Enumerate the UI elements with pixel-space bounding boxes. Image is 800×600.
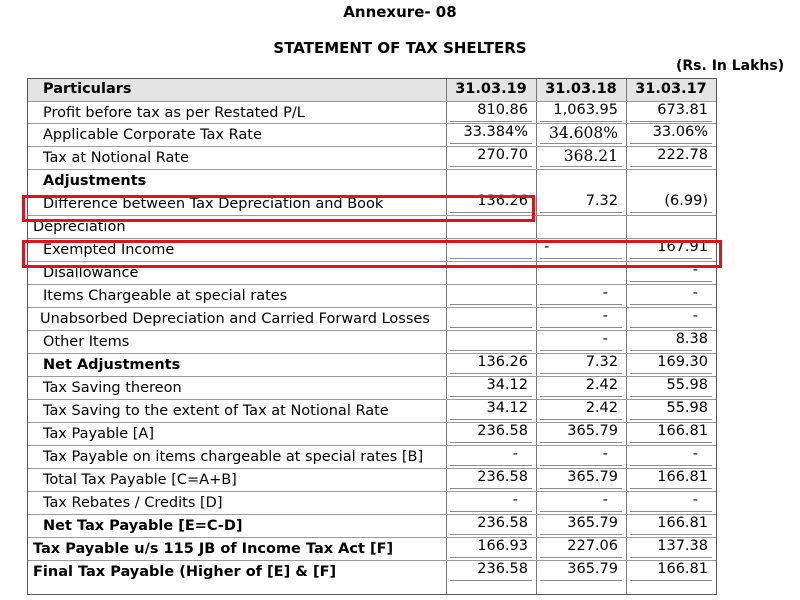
value-cell-2018: - <box>602 285 608 301</box>
value-cell-2018: 365.79 <box>567 515 618 531</box>
statement-title: STATEMENT OF TAX SHELTERS <box>273 39 527 57</box>
value-underline <box>450 534 532 535</box>
value-cell-2018: 7.32 <box>585 193 618 209</box>
row-label: Tax at Notional Rate <box>43 150 189 166</box>
value-underline <box>450 373 532 374</box>
value-underline <box>540 373 622 374</box>
value-cell-2017: 137.38 <box>657 538 708 554</box>
value-underline <box>630 212 712 213</box>
value-cell-2017: 166.81 <box>657 423 708 439</box>
value-underline <box>630 166 712 167</box>
value-underline <box>540 488 622 489</box>
unit-label: (Rs. In Lakhs) <box>676 58 785 74</box>
value-underline <box>450 327 532 328</box>
table-row-applicable-corporate-tax-rate <box>28 123 716 146</box>
value-underline <box>540 212 622 213</box>
value-cell-2017: 166.81 <box>657 515 708 531</box>
value-cell-2018: - <box>602 308 608 324</box>
annexure-label: Annexure- 08 <box>343 3 457 21</box>
tax-shelter-table <box>27 78 717 595</box>
value-cell-2018: - <box>602 331 608 347</box>
row-label: Final Tax Payable (Higher of [E] & [F] <box>33 564 337 580</box>
value-cell-2017: 166.81 <box>657 561 708 577</box>
row-label: Net Adjustments <box>43 357 181 373</box>
value-cell-2017: 169.30 <box>657 354 708 370</box>
value-underline <box>630 121 712 122</box>
value-underline <box>450 166 532 167</box>
value-cell-2019: 236.58 <box>477 515 528 531</box>
table-row-net-adjustments <box>28 353 716 376</box>
value-underline <box>630 396 712 397</box>
row-label: Exempted Income <box>43 242 175 258</box>
row-label: Depreciation <box>33 219 126 235</box>
value-cell-2017: 55.98 <box>666 400 708 416</box>
value-cell-2019: 136.26 <box>477 193 528 209</box>
table-row-tax-payable-on-items-chargeable-at-special-rates-b <box>28 445 716 468</box>
value-underline <box>540 580 622 581</box>
table-row-tax-payable-a <box>28 422 716 445</box>
value-cell-2017: - <box>692 492 698 508</box>
value-cell-2018: 368.21 <box>563 147 618 165</box>
value-cell-2019: 236.58 <box>477 469 528 485</box>
value-cell-2017: 167.91 <box>657 239 708 255</box>
value-underline <box>540 350 622 351</box>
highlight-box-exempted-income <box>22 240 722 268</box>
row-label: Profit before tax as per Restated P/L <box>43 105 305 121</box>
value-underline <box>540 396 622 397</box>
value-underline <box>630 465 712 466</box>
value-underline <box>540 143 622 144</box>
value-cell-2018: 7.32 <box>585 354 618 370</box>
value-underline <box>540 511 622 512</box>
value-cell-2017: 166.81 <box>657 469 708 485</box>
value-cell-2017: - <box>692 308 698 324</box>
value-cell-2019: 270.70 <box>477 147 528 163</box>
value-cell-2018: 227.06 <box>567 538 618 554</box>
value-cell-2017: 673.81 <box>657 102 708 118</box>
table-row-tax-at-notional-rate <box>28 146 716 169</box>
value-underline <box>630 442 712 443</box>
table-row-other-items <box>28 330 716 353</box>
value-cell-2019: - <box>512 446 518 462</box>
value-underline <box>630 373 712 374</box>
value-underline <box>630 419 712 420</box>
value-cell-2019: 166.93 <box>477 538 528 554</box>
table-row-final-tax-payable-higher-of-e-f <box>28 560 716 583</box>
value-underline <box>450 143 532 144</box>
table-row-tax-saving-to-the-extent-of-tax-at-notional-rate <box>28 399 716 422</box>
value-underline <box>630 511 712 512</box>
value-cell-2017: - <box>692 285 698 301</box>
value-underline <box>540 166 622 167</box>
value-cell-2019: 33.384% <box>463 124 528 140</box>
value-underline <box>450 304 532 305</box>
value-cell-2017: 8.38 <box>675 331 708 347</box>
value-cell-2018: 34.608% <box>549 124 618 142</box>
value-underline <box>450 557 532 558</box>
value-underline <box>540 419 622 420</box>
value-underline <box>630 534 712 535</box>
value-underline <box>630 143 712 144</box>
row-label: Tax Payable [A] <box>43 426 154 442</box>
value-cell-2018: 2.42 <box>585 377 618 393</box>
value-underline <box>630 304 712 305</box>
row-divider <box>28 169 716 170</box>
table-row-adjustments <box>28 169 716 192</box>
row-label: Tax Payable u/s 115 JB of Income Tax Act [F] <box>33 541 394 557</box>
value-underline <box>450 465 532 466</box>
row-label: Tax Rebates / Credits [D] <box>43 495 223 511</box>
column-header-2017: 31.03.17 <box>635 81 707 97</box>
value-underline <box>630 488 712 489</box>
table-row-tax-rebates-credits-d <box>28 491 716 514</box>
table-row-tax-payable-u-s-115-jb-of-income-tax-act-f <box>28 537 716 560</box>
table-row-items-chargeable-at-special-rates <box>28 284 716 307</box>
column-header-particulars: Particulars <box>43 81 132 97</box>
table-row-tax-saving-thereon <box>28 376 716 399</box>
table-row-total-tax-payable-c-a-b <box>28 468 716 491</box>
value-cell-2019: 236.58 <box>477 561 528 577</box>
column-header-2018: 31.03.18 <box>545 81 617 97</box>
value-cell-2018: 365.79 <box>567 469 618 485</box>
value-cell-2018: - <box>602 446 608 462</box>
value-underline <box>540 442 622 443</box>
value-underline <box>540 304 622 305</box>
value-cell-2017: (6.99) <box>664 193 708 209</box>
value-underline <box>450 396 532 397</box>
value-cell-2018: 2.42 <box>585 400 618 416</box>
row-label: Total Tax Payable [C=A+B] <box>43 472 237 488</box>
table-row-net-tax-payable-e-c-d <box>28 514 716 537</box>
value-underline <box>540 534 622 535</box>
value-cell-2017: 33.06% <box>652 124 708 140</box>
value-underline <box>630 580 712 581</box>
value-underline <box>450 511 532 512</box>
row-label: Net Tax Payable [E=C-D] <box>43 518 243 534</box>
value-underline <box>450 488 532 489</box>
value-cell-2017: 55.98 <box>666 377 708 393</box>
value-underline <box>450 419 532 420</box>
value-underline <box>630 327 712 328</box>
value-underline <box>630 281 712 282</box>
value-cell-2017: 222.78 <box>657 147 708 163</box>
value-cell-2018: - <box>602 492 608 508</box>
value-cell-2019: 136.26 <box>477 354 528 370</box>
value-cell-2018: 365.79 <box>567 561 618 577</box>
highlight-box-depreciation <box>22 195 535 222</box>
value-cell-2019: 34.12 <box>486 377 528 393</box>
row-label: Difference between Tax Depreciation and Book <box>43 196 384 212</box>
value-cell-2019: - <box>512 492 518 508</box>
value-underline <box>450 121 532 122</box>
row-label: Tax Saving to the extent of Tax at Notional Rate <box>43 403 389 419</box>
row-label: Adjustments <box>43 173 147 189</box>
row-label: Disallowance <box>43 265 139 281</box>
value-underline <box>450 580 532 581</box>
value-underline <box>630 557 712 558</box>
row-label: Applicable Corporate Tax Rate <box>43 127 262 143</box>
value-cell-2017: - <box>692 446 698 462</box>
column-header-2019: 31.03.19 <box>455 81 527 97</box>
value-underline <box>540 557 622 558</box>
value-underline <box>540 121 622 122</box>
value-cell-2017: - <box>692 262 698 278</box>
row-label: Tax Payable on items chargeable at special rates [B] <box>43 449 424 465</box>
row-label: Unabsorbed Depreciation and Carried Forward Losses <box>40 311 430 327</box>
value-cell-2019: 236.58 <box>477 423 528 439</box>
value-underline <box>450 350 532 351</box>
value-underline <box>630 350 712 351</box>
value-cell-2019: 810.86 <box>477 102 528 118</box>
row-label: Items Chargeable at special rates <box>43 288 288 304</box>
table-header-row <box>28 79 716 101</box>
value-underline <box>450 442 532 443</box>
table-row-unabsorbed-depreciation-and-carried-forward-losses <box>28 307 716 330</box>
value-cell-2018: 365.79 <box>567 423 618 439</box>
row-label: Tax Saving thereon <box>43 380 182 396</box>
value-underline <box>540 465 622 466</box>
row-label: Other Items <box>43 334 130 350</box>
value-underline <box>540 327 622 328</box>
value-cell-2018: 1,063.95 <box>553 102 618 118</box>
value-cell-2018: - <box>544 239 550 255</box>
table-row-profit-before-tax-as-per-restated-p-l <box>28 101 716 124</box>
value-cell-2019: 34.12 <box>486 400 528 416</box>
